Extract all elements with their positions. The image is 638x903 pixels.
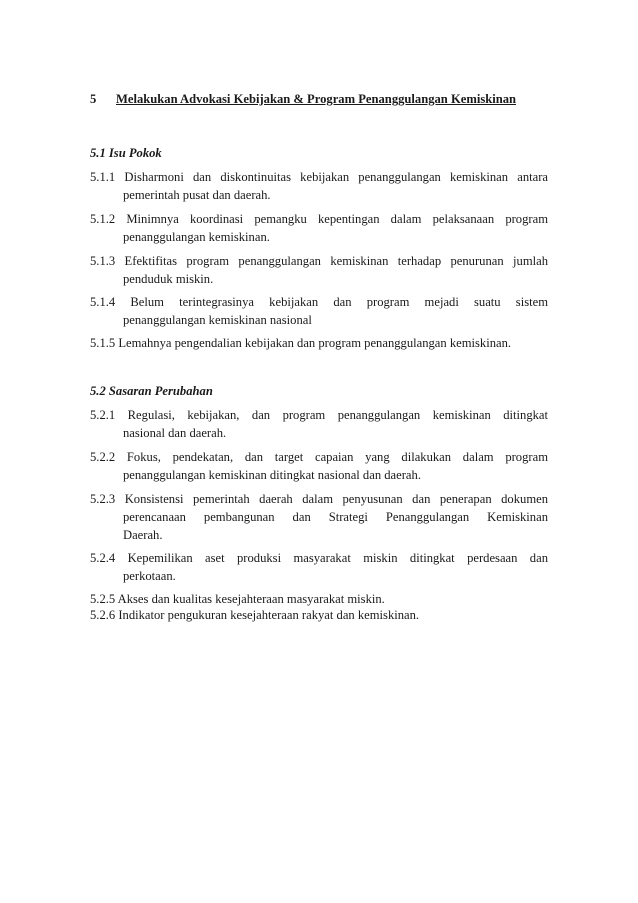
- list-item-line: Daerah.: [123, 528, 163, 542]
- list-item-line: perkotaan.: [123, 569, 176, 583]
- list-item-line: 5.2.2 Fokus, pendekatan, dan target capaian yang dilakukan dalam program: [90, 450, 548, 464]
- list-item-line: 5.1.4 Belum terintegrasinya kebijakan dan program mejadi suatu sistem: [90, 295, 548, 309]
- section-title-sasaran-perubahan: 5.2 Sasaran Perubahan: [90, 384, 213, 398]
- list-item: [90, 168, 548, 204]
- chapter-heading: [90, 92, 560, 107]
- list-item: [90, 406, 548, 442]
- list-item: [90, 549, 548, 585]
- list-item-line: 5.2.1 Regulasi, kebijakan, dan program penanggulangan kemiskinan ditingkat: [90, 408, 548, 422]
- list-item-line: 5.1.5 Lemahnya pengendalian kebijakan dan program penanggulangan kemiskinan.: [90, 336, 512, 350]
- list-item-line: penanggulangan kemiskinan.: [123, 230, 270, 244]
- list-item: [90, 210, 548, 246]
- list-item: [90, 448, 548, 484]
- list-item-line: pemerintah pusat dan daerah.: [123, 188, 271, 202]
- list-item-line: perencanaan pembangunan dan Strategi Penanggulangan Kemiskinan: [123, 510, 548, 524]
- list-item: [90, 293, 548, 329]
- section-title-isu-pokok: 5.1 Isu Pokok: [90, 146, 162, 160]
- list-item-line: 5.1.1 Disharmoni dan diskontinuitas kebijakan penanggulangan kemiskinan antara: [90, 170, 548, 184]
- list-item-line: 5.2.5 Akses dan kualitas kesejahteraan masyarakat miskin.: [90, 592, 385, 606]
- list-item-line: 5.1.3 Efektifitas program penanggulangan kemiskinan terhadap penurunan jumlah: [90, 254, 548, 268]
- list-item-line: penduduk miskin.: [123, 272, 214, 286]
- list-item: [90, 606, 548, 624]
- list-item: [90, 490, 548, 544]
- chapter-number: 5: [90, 92, 97, 106]
- list-item-line: 5.1.2 Minimnya koordinasi pemangku kepentingan dalam pelaksanaan program: [90, 212, 548, 226]
- list-item-line: penanggulangan kemiskinan nasional: [123, 313, 312, 327]
- chapter-title: Melakukan Advokasi Kebijakan & Program Penanggulangan Kemiskinan: [116, 92, 517, 106]
- list-item-line: penanggulangan kemiskinan ditingkat nasional dan daerah.: [123, 468, 421, 482]
- list-item-line: 5.2.6 Indikator pengukuran kesejahteraan rakyat dan kemiskinan.: [90, 608, 420, 622]
- list-item: [90, 252, 548, 288]
- list-item-line: 5.2.3 Konsistensi pemerintah daerah dalam penyusunan dan penerapan dokumen: [90, 492, 548, 506]
- list-item: [90, 334, 548, 352]
- list-item-line: 5.2.4 Kepemilikan aset produksi masyarakat miskin ditingkat perdesaan dan: [90, 551, 548, 565]
- list-item-line: nasional dan daerah.: [123, 426, 227, 440]
